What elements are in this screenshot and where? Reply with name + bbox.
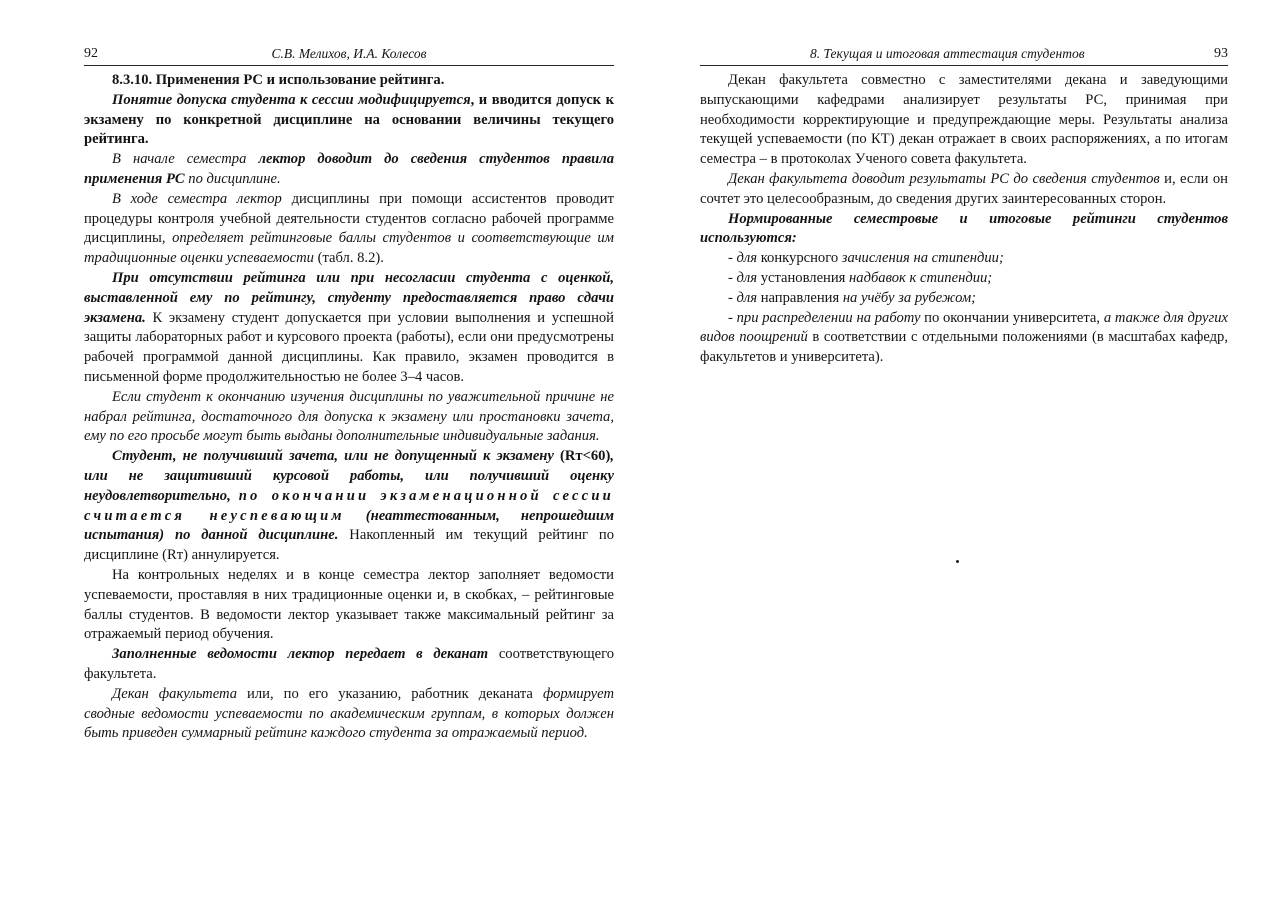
paragraph [84,447,614,566]
text-run: соответствующего факультета. [84,646,614,682]
text-run: определяет рейтинговые баллы студентов и соответствующие им традиционные оценки успеваемости [84,230,614,267]
text-run: На контрольных неделях и в конце семестра лектор заполняет ведомости успеваемости, проставляя в них традиционные оценки и, в скобках, – рейтинговые баллы студентов. В ведомости лектор указывает также максимальный рейтинг за отражаемый период обучения. [84,566,614,643]
text-run: зачисления на стипендии; [841,250,1004,267]
text-run: формирует сводные ведомости успеваемости по академическим группам, в которых должен быть приведен суммарный рейтинг каждого студента за отражаемый период. [84,685,614,742]
text-run: дисциплины при помощи ассистентов проводит процедуры контроля учебной деятельности студентов согласно рабочей программе дисциплины, [84,190,614,247]
paragraph [700,170,1228,210]
text-run: Заполненные ведомости лектор передает в деканат [112,646,489,663]
running-title: 8. Текущая и итоговая аттестация студентов [810,46,1085,61]
paragraph [700,249,1228,269]
text-run: , и вводится допуск к экзамену по конкретной дисциплине на основании величины текущего рейтинга. [84,91,614,148]
text-run: конкурсного [760,250,842,267]
text-run: направления [760,289,843,306]
text-run: (неаттестованным, непрошедшим испытания) по данной дисциплине. [84,507,614,544]
paragraph [84,685,614,744]
page-number: 92 [84,46,98,61]
paragraph [700,269,1228,289]
text-run: - для [728,250,761,267]
text-run: Студент, не получивший зачета, или не допущенный к экзамену [112,448,560,465]
text-run: по окончании экзаменационной сессии считается неуспевающим [84,487,614,524]
body-text [84,71,614,744]
text-run: или, по его указанию, работник деканата [237,685,543,702]
paragraph [84,388,614,447]
text-run: а также для других видов поощрений [700,309,1228,346]
text-run: по дисциплине. [184,170,281,187]
text-run: установления [760,269,850,286]
body-text [700,71,1228,368]
running-head [700,45,1228,66]
text-run: в соответствии с отдельными положениями (в масштабах кафедр, факультетов и университета). [700,329,1228,366]
paragraph [700,289,1228,309]
right-page [640,0,1280,905]
text-run: В начале семестра [112,151,259,168]
text-run: (Rт<60) [560,448,611,465]
paragraph [84,91,614,150]
paragraph [84,645,614,685]
text-run: , или не защитивший курсовой работы, или получивший оценку неудовлетворительно, [84,448,614,504]
page-number: 93 [1214,46,1228,61]
text-run: надбавок к стипендии; [849,269,993,286]
text-run: Нормированные семестровые и итоговые рейтинги студентов используются: [700,210,1228,247]
paragraph [84,190,614,269]
text-run: Декан факультета [112,685,238,702]
paragraph [700,309,1228,368]
paragraph [84,269,614,388]
text-run: на учёбу за рубежом; [842,289,976,306]
text-run: В ходе семестра лектор [112,190,282,207]
running-title: С.В. Мелихов, И.А. Колесов [271,46,427,61]
text-run: - для [728,289,761,306]
text-run: Декан факультета совместно с заместителями декана и заведующими выпускающими кафедрами анализирует результаты РС, принимая при необходимости корректирующие и предупреждающие меры. Результаты анализа текущей успеваемости (по КТ) декан отражает в своих распоряжениях, а по итогам семестра – в протоколах Ученого совета факультета. [700,72,1228,168]
text-run: При отсутствии рейтинга или при несогласии студента с оценкой, выставленной ему по рейтингу, студенту предоставляется право сдачи экзамена. [84,269,614,326]
running-head [84,45,614,66]
text-run: - для [728,269,761,286]
text-run: Накопленный им текущий рейтинг по дисциплине (Rт) аннулируется. [84,527,615,564]
paragraph [84,150,614,190]
section-heading: 8.3.10. Применения РС и использование рейтинга. [112,72,445,88]
text-run: Декан факультета доводит результаты РС до сведения студентов [728,170,1160,187]
paragraph [700,210,1228,250]
text-run: Понятие допуска студента к сессии модифицируется [112,91,471,108]
text-run: лектор доводит до сведения студентов правила применения РС [84,151,614,187]
text-run: и, если он сочтет это целесообразным, до сведения других заинтересованных сторон. [700,170,1228,207]
text-run: по окончании университета, [920,309,1104,326]
text-run: (табл. 8.2). [313,250,384,267]
text-run: - при распределении на работу [728,309,921,326]
paragraph [84,566,614,645]
paragraph [700,71,1228,170]
print-speck [956,560,959,563]
text-run: К экзамену студент допускается при условии выполнения и успешной защиты лабораторных работ и курсового проекта (работы), если они предусмотрены рабочей программой данной дисциплины. Как правило, экзамен проводится в письменной форме продолжительностью не более 3–4 часов. [84,309,614,385]
text-run: Если студент к окончанию изучения дисциплины по уважительной причине не набрал рейтинга, достаточного для допуска к экзамену или простановки зачета, ему по его просьбе могут быть выданы дополнительные индивидуальные задания. [84,388,614,445]
